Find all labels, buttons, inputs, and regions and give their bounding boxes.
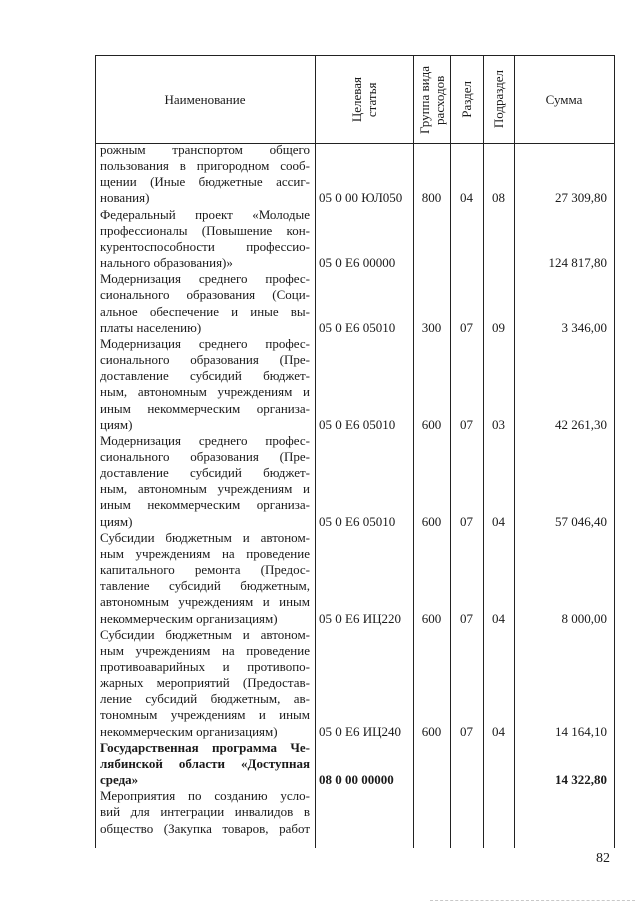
name-cell: [95, 530, 315, 627]
table-row: [95, 627, 614, 740]
name-line: альное обеспечение и иные вы-: [100, 303, 310, 319]
sum-cell: 14 164,10: [555, 723, 607, 739]
target-article-cell: 05 0 E6 00000: [319, 255, 396, 271]
name-line: сионального образования (Пре-: [100, 352, 310, 368]
expense-group-cell: 600: [421, 723, 442, 739]
name-line: платы населению): [100, 319, 202, 335]
name-line: пользования в пригородном сооб-: [100, 158, 310, 174]
subsection-cell: 04: [492, 513, 505, 529]
name-cell: [95, 271, 315, 336]
header-section-text: Раздел: [459, 81, 474, 118]
header-target-line: статья: [364, 82, 379, 117]
header-group-line: расходов: [431, 74, 447, 125]
name-line: доставление субсидий бюджет-: [100, 368, 310, 384]
sum-cell: 27 309,80: [555, 190, 607, 206]
target-article-cell: 05 0 00 ЮЛ050: [319, 190, 403, 206]
table-row: [95, 788, 614, 836]
name-line: противоаварийных и противопо-: [100, 659, 310, 674]
name-line: лябинской области «Доступная: [100, 755, 310, 771]
header-sum: [514, 56, 614, 143]
header-section-label: [459, 81, 474, 118]
name-line: Субсидии бюджетным и автоном-: [100, 529, 310, 545]
expense-group-cell: 600: [421, 610, 442, 626]
sum-cell: 42 261,30: [555, 416, 607, 432]
name-line: Федеральный проект «Молодые: [100, 206, 310, 222]
header-name-label: Наименование: [164, 92, 246, 107]
name-line: жарных мероприятий (Предостав-: [100, 675, 310, 691]
name-line: среда»: [100, 772, 139, 788]
header-expense-group-label: [417, 66, 447, 134]
sum-cell: 3 346,00: [561, 319, 607, 335]
table-row-program: [95, 740, 614, 788]
name-cell: [95, 207, 315, 272]
target-article-cell: 08 0 00 00000: [319, 772, 394, 788]
name-cell: [95, 788, 315, 836]
name-line: автономным учреждениям и иным: [100, 594, 310, 610]
section-cell: 04: [460, 190, 473, 206]
header-subsection-text: Подраздел: [491, 70, 506, 129]
sum-cell: 124 817,80: [548, 255, 607, 271]
name-line: иным некоммерческим организа-: [100, 400, 310, 416]
name-line: капитального ремонта (Предос-: [100, 562, 310, 578]
name-cell: [95, 627, 315, 740]
section-cell: 07: [460, 416, 473, 432]
name-cell: [95, 336, 315, 433]
name-line: тавление субсидий бюджетным,: [100, 578, 310, 594]
column-rule: [614, 55, 615, 848]
target-article-cell: 05 0 E6 ИЦ240: [319, 723, 401, 739]
name-cell: [95, 740, 315, 788]
name-line: нального образования)»: [100, 255, 233, 271]
section-cell: 07: [460, 513, 473, 529]
name-line: ным, автономным учреждениям и: [100, 481, 310, 497]
table-row: [95, 336, 614, 433]
header-target-article: [315, 56, 413, 143]
name-line: тономным учреждениям и иным: [100, 707, 310, 723]
target-article-cell: 05 0 E6 ИЦ220: [319, 610, 401, 626]
subsection-cell: 04: [492, 723, 505, 739]
name-line: нования): [100, 190, 150, 206]
table-row: [95, 433, 614, 530]
name-line: ным учреждениям на проведение: [100, 642, 310, 658]
subsection-cell: 09: [492, 319, 505, 335]
name-line: Модернизация среднего профес-: [100, 335, 310, 351]
target-article-cell: 05 0 E6 05010: [319, 513, 396, 529]
table-body: [95, 142, 614, 837]
header-group-line: Группа вида: [416, 65, 432, 134]
name-line: иным некоммерческим организа-: [100, 497, 310, 513]
header-target-article-label: [349, 77, 379, 122]
name-cell: [95, 142, 315, 207]
expense-group-cell: 300: [421, 319, 442, 335]
name-line: ным, автономным учреждениям и: [100, 384, 310, 400]
expense-group-cell: 800: [421, 190, 442, 206]
budget-table: [95, 55, 615, 848]
name-line: некоммерческим организациям): [100, 610, 278, 626]
header-section: [450, 56, 483, 143]
expense-group-cell: 600: [421, 513, 442, 529]
subsection-cell: 08: [492, 190, 505, 206]
table-row: [95, 271, 614, 336]
target-article-cell: 05 0 E6 05010: [319, 319, 396, 335]
name-line: рожным транспортом общего: [100, 142, 310, 157]
name-line: Государственная программа Че-: [100, 739, 310, 755]
subsection-cell: 04: [492, 610, 505, 626]
name-line: Модернизация среднего профес-: [100, 271, 310, 287]
name-line: вий для интеграции инвалидов в: [100, 804, 310, 820]
header-subsection-label: [491, 70, 506, 128]
name-line: Модернизация среднего профес-: [100, 432, 310, 448]
name-line: сионального образования (Соци-: [100, 287, 310, 303]
header-subsection: [483, 56, 514, 143]
sum-cell: 14 322,80: [555, 772, 607, 788]
subsection-cell: 03: [492, 416, 505, 432]
header-sum-label: Сумма: [545, 92, 583, 107]
name-line: щении (Иные бюджетные ассиг-: [100, 174, 310, 190]
name-line: сионального образования (Пре-: [100, 448, 310, 464]
name-line: курентоспособности профессио-: [100, 238, 310, 254]
name-line: доставление субсидий бюджет-: [100, 465, 310, 481]
header-expense-group: [413, 56, 450, 143]
name-line: некоммерческим организациям): [100, 723, 278, 739]
sum-cell: 57 046,40: [555, 513, 607, 529]
name-line: Мероприятия по созданию усло-: [100, 788, 310, 804]
name-line: профессионалы (Повышение кон-: [100, 222, 310, 238]
header-name: [95, 56, 315, 143]
name-line: ление субсидий бюджетным, ав-: [100, 691, 310, 707]
name-line: общество (Закупка товаров, работ: [100, 820, 310, 836]
sum-cell: 8 000,00: [561, 610, 607, 626]
section-cell: 07: [460, 319, 473, 335]
table-header: [95, 56, 614, 143]
table-row: [95, 142, 614, 207]
name-line: Субсидии бюджетным и автоном-: [100, 626, 310, 642]
page-number: 82: [596, 851, 610, 866]
header-target-line: Целевая: [349, 76, 364, 123]
table-row: [95, 530, 614, 627]
name-line: циям): [100, 513, 133, 529]
section-cell: 07: [460, 723, 473, 739]
name-line: циям): [100, 416, 133, 432]
table-row: [95, 207, 614, 272]
section-cell: 07: [460, 610, 473, 626]
name-cell: [95, 433, 315, 530]
expense-group-cell: 600: [421, 416, 442, 432]
name-line: ным учреждениям на проведение: [100, 545, 310, 561]
target-article-cell: 05 0 E6 05010: [319, 416, 396, 432]
scan-artifact-line: [430, 900, 635, 901]
